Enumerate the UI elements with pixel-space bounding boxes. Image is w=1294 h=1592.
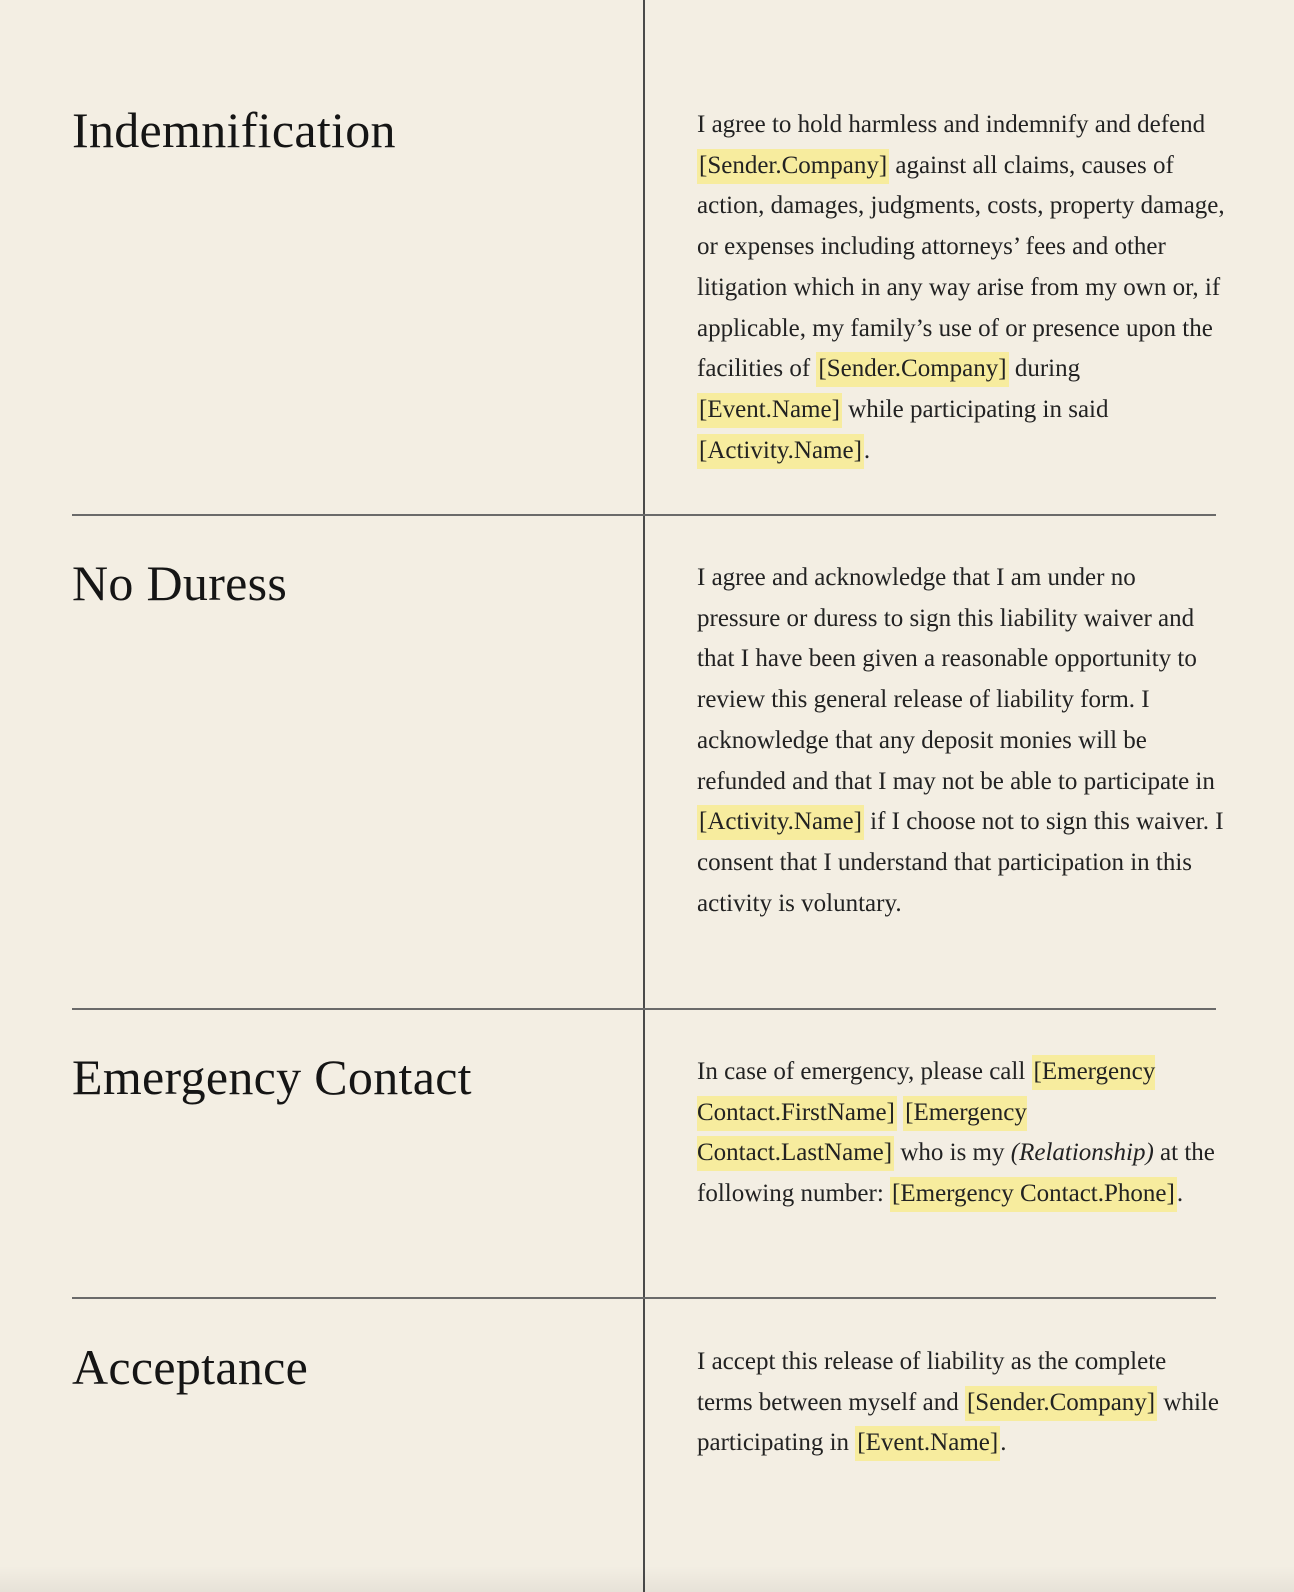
placeholder-field: [Emergency Contact.Phone] <box>890 1177 1177 1212</box>
italic-text: (Relationship) <box>1010 1139 1154 1167</box>
section-body-acceptance <box>697 1342 1225 1464</box>
body-text-run: I accept this release of liability as the complete terms between myself and <box>697 1348 1167 1416</box>
body-text-run: who is my <box>894 1139 1011 1167</box>
section-body-emergency-contact <box>697 1052 1225 1215</box>
placeholder-field: [Activity.Name] <box>697 434 864 469</box>
section-body-no-duress <box>697 558 1225 924</box>
section-heading-emergency-contact: Emergency Contact <box>72 1049 472 1105</box>
placeholder-field: [Event.Name] <box>697 393 842 428</box>
body-text-run: In case of emergency, please call <box>697 1058 1032 1085</box>
section-divider-3 <box>72 1297 1216 1299</box>
section-heading-no-duress: No Duress <box>72 555 288 611</box>
body-text-run: . <box>863 436 871 464</box>
placeholder-field: [Activity.Name] <box>697 805 864 840</box>
placeholder-field: [Emergency Contact.FirstName] <box>697 1055 1155 1131</box>
section-divider-2 <box>72 1008 1216 1010</box>
body-text-run: if I choose not to sign this waiver. I consent that I understand that participation in this activity is voluntary. <box>697 808 1224 917</box>
section-divider-1 <box>72 514 1216 516</box>
placeholder-field: [Event.Name] <box>855 1426 1000 1461</box>
body-text-run: against all claims, causes of action, damages, judgments, costs, property damage, or expenses including attorneys’ fees and other litigation which in any way arise from my own or, if applicable, my family’s use of or presence upon the facilities of <box>697 151 1225 383</box>
section-body-indemnification <box>697 105 1225 471</box>
placeholder-field: [Emergency Contact.LastName] <box>697 1096 1027 1172</box>
body-text-run: . <box>1176 1180 1184 1208</box>
placeholder-field: [Sender.Company] <box>697 149 889 184</box>
body-text-run: while participating in <box>697 1388 1219 1457</box>
body-text-run: I agree to hold harmless and indemnify and defend <box>697 111 1206 138</box>
page-bottom-shadow <box>0 1566 1294 1592</box>
column-divider <box>643 0 645 1592</box>
body-text-run: I agree and acknowledge that I am under no pressure or duress to sign this liability waiver and that I have been given a reasonable opportunity to review this general release of liability form. I acknowledge that any deposit monies will be refunded and that I may not be able to participate in <box>697 564 1215 795</box>
body-text-run: at the following number: <box>697 1139 1215 1208</box>
placeholder-field: [Sender.Company] <box>816 352 1008 387</box>
body-text-run: during <box>1008 355 1081 383</box>
section-heading-acceptance: Acceptance <box>72 1339 309 1395</box>
section-heading-indemnification: Indemnification <box>72 102 396 158</box>
body-text-run: . <box>1000 1429 1007 1457</box>
body-text-run: while participating in said <box>841 395 1109 423</box>
placeholder-field: [Sender.Company] <box>965 1386 1157 1421</box>
